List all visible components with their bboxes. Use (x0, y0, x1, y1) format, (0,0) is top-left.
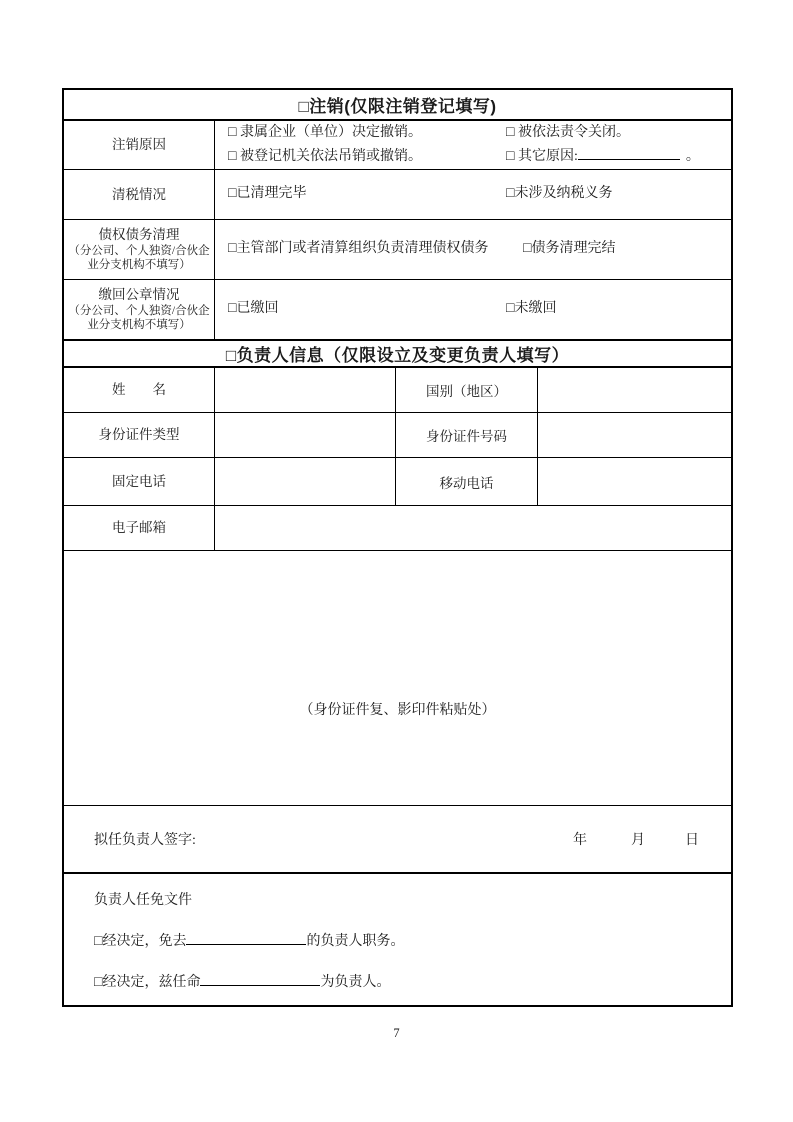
country-value-cell[interactable] (538, 368, 731, 412)
mobile-value-cell[interactable] (538, 458, 731, 505)
id-number-label: 身份证件号码 (396, 413, 538, 457)
signature-label[interactable]: 拟任负责人签字: (94, 833, 196, 848)
reason-label: 注销原因 (64, 121, 215, 169)
id-number-value-cell[interactable] (538, 413, 731, 457)
checkbox-seal-returned[interactable]: □已缴回 (228, 301, 279, 317)
checkbox-debt-handled-by-organ[interactable]: □主管部门或者清算组织负责清理债权债务 (228, 241, 489, 257)
id-type-label: 身份证件类型 (64, 413, 215, 457)
id-paste-area[interactable] (64, 551, 731, 805)
name-country-row (64, 366, 731, 412)
country-label: 国别（地区） (396, 368, 538, 412)
debt-label-line2: （分公司、个人独资/合伙企 (68, 244, 210, 257)
principal-title-row (64, 339, 731, 366)
signature-row (64, 805, 731, 872)
date-day-label[interactable]: 日 (685, 833, 699, 848)
landline-label: 固定电话 (64, 458, 215, 505)
checkbox-debt-settled[interactable]: □债务清理完结 (523, 241, 616, 257)
appoint-suffix: 为负责人。 (320, 975, 391, 990)
tax-clearance-row (64, 169, 731, 219)
id-paste-note: （身份证件复、影印件粘贴处） (299, 703, 496, 718)
page-number: 7 (393, 1026, 400, 1040)
email-label: 电子邮箱 (64, 506, 215, 550)
cancellation-reason-row (64, 119, 731, 169)
dismiss-name-blank[interactable] (186, 930, 306, 945)
debt-label-line3: 业分支机构不填写） (87, 259, 191, 272)
name-value-cell[interactable] (215, 368, 396, 412)
principal-section-title[interactable]: □负责人信息（仅限设立及变更负责人填写） (225, 346, 570, 365)
appointment-document-cell (64, 874, 731, 1005)
seal-label-line1: 缴回公章情况 (98, 287, 180, 303)
date-year-label[interactable]: 年 (573, 833, 587, 848)
appointment-document-title: 负责人任免文件 (94, 893, 192, 908)
appoint-name-blank[interactable] (200, 971, 320, 986)
checkbox-reason-revoked[interactable]: □ 被登记机关依法吊销或撤销。 (228, 149, 422, 164)
debt-label-line1: 债权债务清理 (98, 227, 180, 243)
other-reason-blank[interactable] (578, 145, 680, 160)
seal-label (64, 280, 215, 339)
checkbox-reason-other[interactable]: □ 其它原因: (506, 149, 578, 164)
email-row (64, 505, 731, 550)
date-month-label[interactable]: 月 (631, 833, 645, 848)
checkbox-tax-not-involved[interactable]: □未涉及纳税义务 (506, 186, 613, 202)
seal-return-row (64, 279, 731, 339)
landline-value-cell[interactable] (215, 458, 396, 505)
checkbox-dismiss-decision[interactable]: □经决定，免去 (94, 934, 187, 949)
tax-label: 清税情况 (64, 170, 215, 219)
cancellation-section-title[interactable]: □注销(仅限注销登记填写) (298, 97, 497, 116)
debt-settlement-row (64, 219, 731, 279)
mobile-label: 移动电话 (396, 458, 538, 505)
phone-row (64, 457, 731, 505)
seal-options-cell (215, 280, 731, 339)
reason-options-cell (215, 121, 731, 169)
checkbox-seal-not-returned[interactable]: □未缴回 (506, 301, 557, 317)
appointment-document-row (64, 872, 731, 1005)
cancellation-title-row (64, 90, 731, 119)
name-label: 姓 名 (64, 368, 215, 412)
id-type-number-row (64, 412, 731, 457)
checkbox-reason-parent-decision[interactable]: □ 隶属企业（单位）决定撤销。 (228, 124, 422, 140)
debt-options-cell (215, 220, 731, 279)
seal-label-line2: （分公司、个人独资/合伙企 (68, 304, 210, 317)
tax-options-cell (215, 170, 731, 219)
debt-label (64, 220, 215, 279)
signature-cell (64, 806, 731, 872)
seal-label-line3: 业分支机构不填写） (87, 319, 191, 332)
checkbox-reason-ordered-closed[interactable]: □ 被依法责令关闭。 (506, 124, 630, 140)
registration-form-table (62, 88, 733, 1007)
checkbox-tax-cleared[interactable]: □已清理完毕 (228, 186, 307, 202)
id-paste-area-row (64, 550, 731, 805)
other-reason-suffix: 。 (685, 149, 700, 164)
id-type-value-cell[interactable] (215, 413, 396, 457)
dismiss-suffix: 的负责人职务。 (306, 934, 405, 949)
checkbox-appoint-decision[interactable]: □经决定，兹任命 (94, 975, 201, 990)
email-value-cell[interactable] (215, 506, 731, 550)
